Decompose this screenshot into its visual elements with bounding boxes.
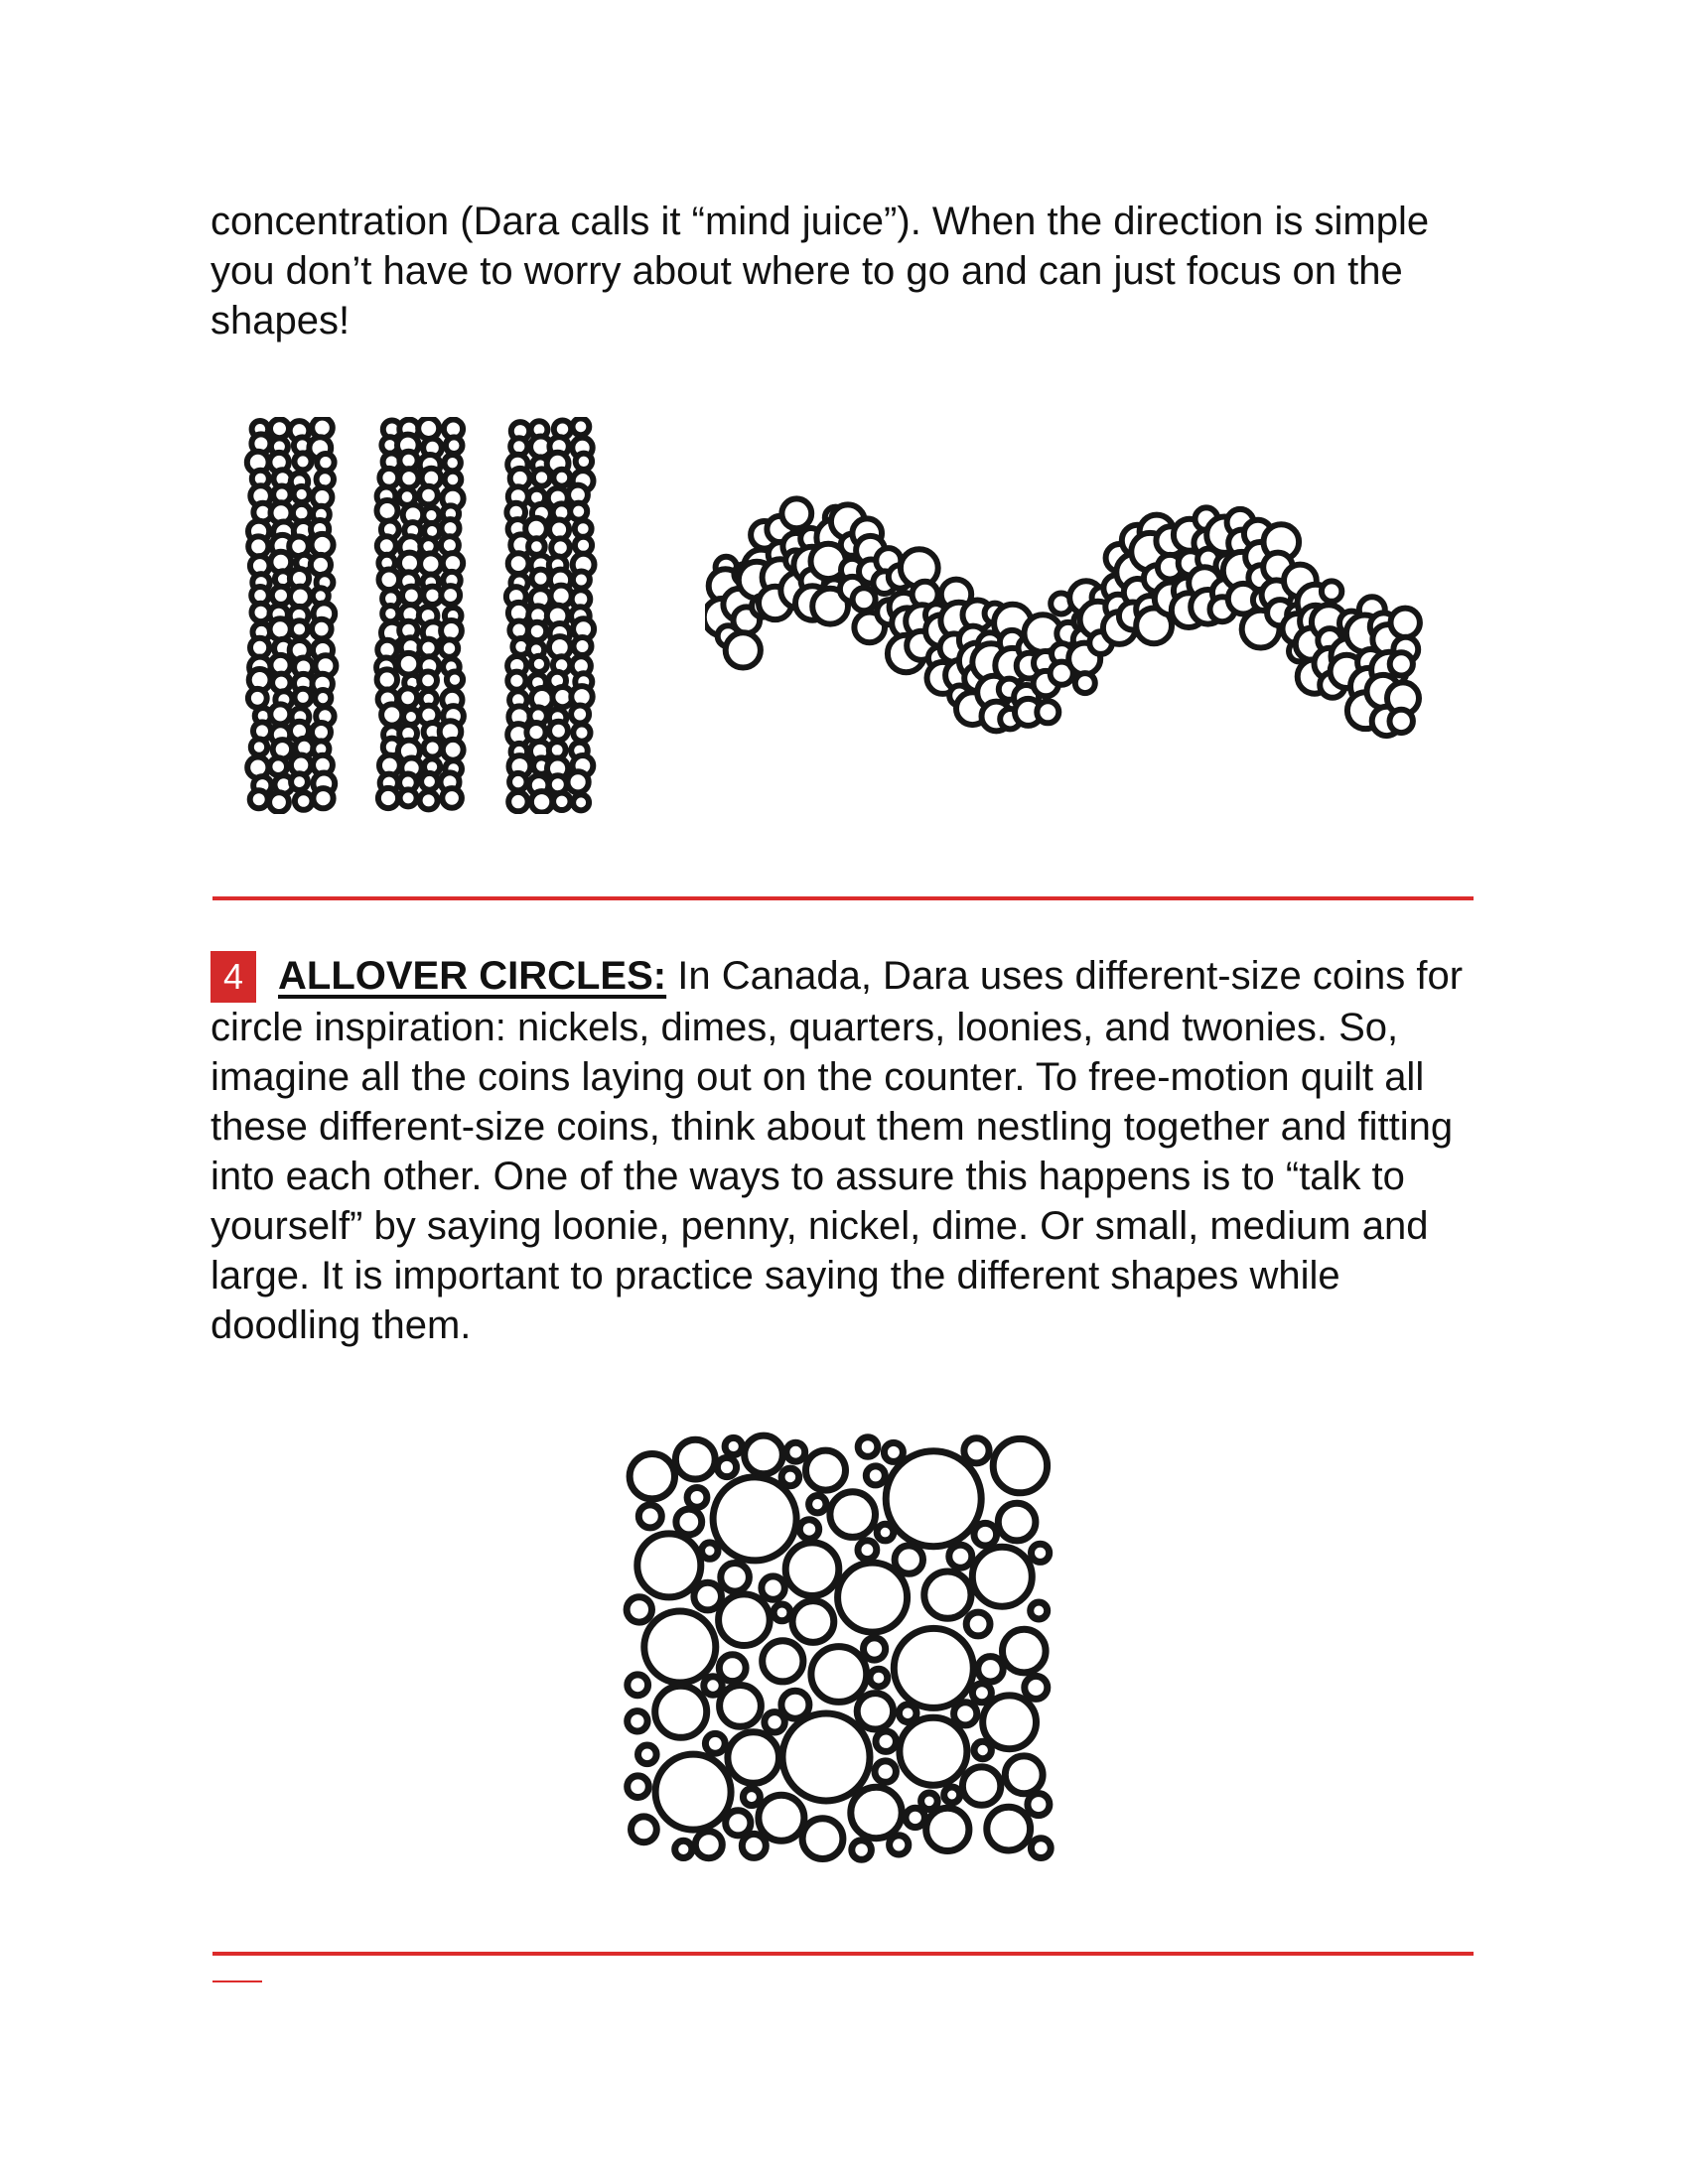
doodle-circle [870,1669,888,1687]
doodle-circle [379,570,400,591]
doodle-circle [774,1604,790,1621]
doodle-circle [399,469,418,487]
doodle-circle [705,1733,725,1753]
doodle-circle [762,1576,784,1599]
doodle-circle [719,1655,746,1682]
doodle-circle [877,1524,894,1541]
doodle-circle [568,771,589,792]
doodle-circle [743,1789,760,1806]
doodle-circle [704,1677,722,1695]
doodle-circle [400,789,417,806]
doodle-circle [886,1451,981,1547]
doodle-circle [531,791,552,812]
doodle-circle [573,418,590,435]
doodle-circle [726,1811,751,1836]
doodle-circle [398,688,417,707]
doodle-circle [1003,1629,1047,1673]
doodle-circle [441,639,458,656]
doodle-circle [573,725,590,742]
doodle-circle [852,1841,872,1860]
section-number-badge: 4 [211,951,256,1003]
doodle-circle [721,1564,750,1592]
doodle-circle [571,706,589,724]
doodle-circle [1028,1794,1050,1816]
doodle-circle [781,498,811,528]
doodle-circle [507,672,525,690]
doodle-circle [811,1647,867,1703]
doodle-circle [978,1657,1003,1682]
doodle-circle [858,1541,877,1560]
doodle-circle [553,470,570,486]
doodle-circle [802,1819,843,1859]
doodle-circle [858,1437,878,1457]
doodle-circle [644,1611,716,1683]
doodle-circle [806,1450,846,1490]
doodle-circle [576,454,592,470]
doodle-circle [785,1543,839,1596]
doodle-circle [964,1438,989,1463]
doodle-circle [1005,1756,1043,1794]
doodle-circle [1075,673,1095,693]
doodle-circle [687,1488,707,1508]
vertical-circle-columns-illustration [238,417,635,814]
doodle-circle [418,418,439,439]
doodle-circle [720,1686,762,1727]
doodle-circle [312,619,332,639]
doodle-circle [786,1442,805,1461]
allover-circles-paragraph [211,951,1491,1350]
doodle-circle [954,1703,977,1725]
doodle-circle [921,1793,938,1810]
doodle-circle [857,1694,893,1729]
doodle-circle [782,1713,870,1801]
doodle-circle [719,1594,771,1646]
doodle-circle [906,1808,924,1827]
doodle-circle [628,1675,648,1696]
doodle-circle [628,1711,647,1731]
doodle-circle [972,1547,1032,1606]
doodle-circle [570,503,587,520]
doodle-circle [295,689,312,706]
doodle-circle [725,1437,742,1454]
doodle-circle [838,1563,908,1632]
doodle-circle [250,790,268,808]
doodle-circle [638,1745,657,1764]
doodle-circle [781,1691,809,1718]
doodle-circle [313,788,333,808]
doodle-circle [745,1435,783,1474]
wavy-circle-band-illustration [705,486,1440,745]
doodle-circle [294,486,310,502]
doodle-circle [876,1731,896,1751]
doodle-circle [655,1686,707,1737]
doodle-circle [378,788,398,808]
section-body-text: In Canada, Dara uses different-size coins for circle inspiration: nickels, dimes, quarters, loonies, and twonies. So, imagine all the coins laying out on the counter. To free-motion quilt all these different-size coins, think about them nestling together and fitting into each other. One of the ways to assure this happens is to “talk to yourself” by saying loonie, penny, nickel, dime. Or small, medium and large. It is important to practice saying the different shapes while doodling them. [211,954,1464,1347]
section-divider-bottom [212,1952,1474,1956]
doodle-circle [398,653,420,675]
doodle-circle [251,739,267,754]
doodle-circle [632,1817,657,1843]
doodle-circle [853,588,876,611]
doodle-circle [269,792,289,812]
doodle-circle [1322,581,1341,601]
doodle-circle [675,1841,692,1857]
doodle-circle [1391,609,1420,637]
doodle-circle [924,1571,971,1618]
doodle-circle [884,1442,903,1461]
doodle-circle [895,1546,922,1573]
doodle-circle [695,1832,722,1858]
doodle-circle [424,740,442,757]
doodle-circle [899,1705,916,1722]
doodle-circle [532,570,550,588]
doodle-circle [717,1457,736,1476]
doodle-circle [508,792,527,811]
doodle-circle [509,773,526,790]
doodle-circle [974,1741,991,1758]
doodle-circle [638,1505,661,1528]
doodle-circle [1031,1602,1048,1619]
doodle-circle [628,1776,649,1798]
doodle-circle [442,788,462,808]
doodle-circle [998,1503,1036,1541]
doodle-circle [574,637,592,655]
section-heading: ALLOVER CIRCLES: [278,954,667,998]
doodle-circle [291,620,308,637]
doodle-circle [894,1628,973,1707]
doodle-circle [972,1684,991,1703]
doodle-circle [446,437,463,454]
doodle-circle [742,1834,766,1857]
doodle-circle [676,1509,702,1535]
doodle-circle [1031,1839,1051,1858]
doodle-circle [270,419,289,438]
doodle-circle [270,704,290,724]
doodle-circle [549,722,568,741]
doodle-circle [627,1597,651,1622]
doodle-circle [866,1466,885,1485]
doodle-circle [759,1795,804,1841]
doodle-circle [1032,1544,1050,1562]
doodle-circle [528,538,545,555]
allover-circles-illustration [621,1430,1057,1866]
doodle-circle [441,586,460,605]
doodle-circle [447,672,463,688]
doodle-circle [1390,652,1413,675]
doodle-circle [851,1787,902,1838]
doodle-circle [781,1468,799,1486]
section-divider [212,896,1474,900]
doodle-circle [637,1534,701,1597]
doodle-circle [508,553,529,574]
doodle-circle [809,1496,826,1513]
doodle-circle [655,1754,731,1830]
doodle-circle [1037,701,1058,723]
page-marker-line [212,1980,262,1982]
doodle-circle [726,632,761,667]
doodle-circle [573,572,590,589]
doodle-circle [944,1787,960,1803]
doodle-circle [295,792,313,810]
doodle-circle [248,689,267,708]
doodle-circle [533,469,550,485]
doodle-circle [295,453,312,470]
doodle-circle [949,1545,972,1568]
doodle-circle [420,791,438,809]
intro-paragraph: concentration (Dara calls it “mind juice”). When the direction is simple you don’t have to worry about where to go and can just focus on the shapes! [211,200,1430,342]
doodle-circle [728,1732,779,1784]
doodle-circle [528,622,546,640]
doodle-circle [573,794,589,810]
doodle-circle [792,1601,834,1643]
doodle-circle [763,1641,803,1682]
doodle-circle [890,1836,909,1854]
doodle-circle [419,672,437,690]
doodle-circle [926,1808,969,1850]
doodle-circle [713,1477,796,1561]
doodle-circle [675,1439,715,1479]
doodle-circle [381,704,402,725]
doodle-circle [983,1696,1037,1749]
doodle-circle [382,606,398,621]
doodle-circle [694,1582,722,1610]
doodle-circle [421,773,438,790]
doodle-circle [974,1523,997,1546]
doodle-circle [993,1438,1047,1492]
doodle-circle [702,1543,718,1559]
doodle-circle [419,486,438,505]
doodle-circle [553,793,570,810]
doodle-circle [531,656,547,672]
doodle-circle [864,1638,886,1660]
doodle-circle [966,1612,990,1636]
doodle-circle [900,1717,967,1785]
doodle-circle [315,690,331,706]
doodle-circle [1025,1676,1048,1699]
doodle-circle [291,773,308,790]
doodle-circle [443,740,464,760]
doodle-circle [962,1767,1000,1805]
doodle-circle [830,1492,876,1538]
doodle-circle [799,1520,818,1539]
doodle-circle [1390,710,1413,733]
doodle-circle [987,1807,1031,1850]
doodle-circle [875,1761,896,1782]
doodle-circle [630,1454,674,1499]
